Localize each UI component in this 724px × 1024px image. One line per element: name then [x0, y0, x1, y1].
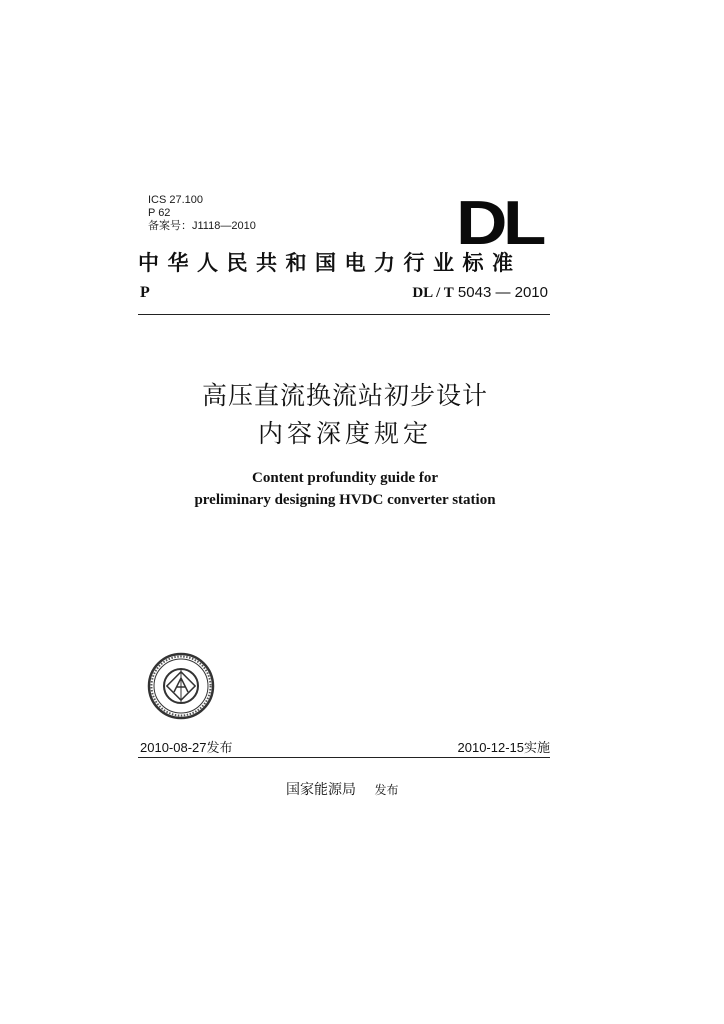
- title-en-line2: preliminary designing HVDC converter station: [194, 492, 496, 508]
- footer-rule: [138, 757, 550, 758]
- implement-date: 2010-12-15实施: [457, 740, 550, 755]
- title-zh-line1: 高压直流换流站初步设计: [201, 381, 488, 410]
- publisher-name: 国家能源局: [286, 782, 356, 798]
- classification-code: P 62: [148, 207, 171, 219]
- record-number: 备案号：J1118—2010: [148, 220, 256, 232]
- classification-letter: P: [140, 284, 150, 301]
- header-rule: [138, 314, 550, 315]
- standard-code: DL / T: [412, 285, 454, 301]
- standard-number: [384, 284, 548, 302]
- standard-number-value: 5043 — 2010: [457, 284, 548, 301]
- title-zh-line2: 内容深度规定: [257, 419, 432, 448]
- press-seal-icon: [147, 652, 215, 720]
- publish-date: 2010-08-27发布: [140, 740, 233, 755]
- publisher-line: [286, 781, 398, 799]
- ics-code: ICS 27.100: [148, 194, 204, 206]
- org-title: 中华人民共和国电力行业标准: [138, 250, 522, 275]
- title-en-line1: Content profundity guide for: [252, 470, 438, 486]
- publisher-action: 发布: [374, 783, 399, 797]
- dl-logo: DL: [456, 189, 542, 258]
